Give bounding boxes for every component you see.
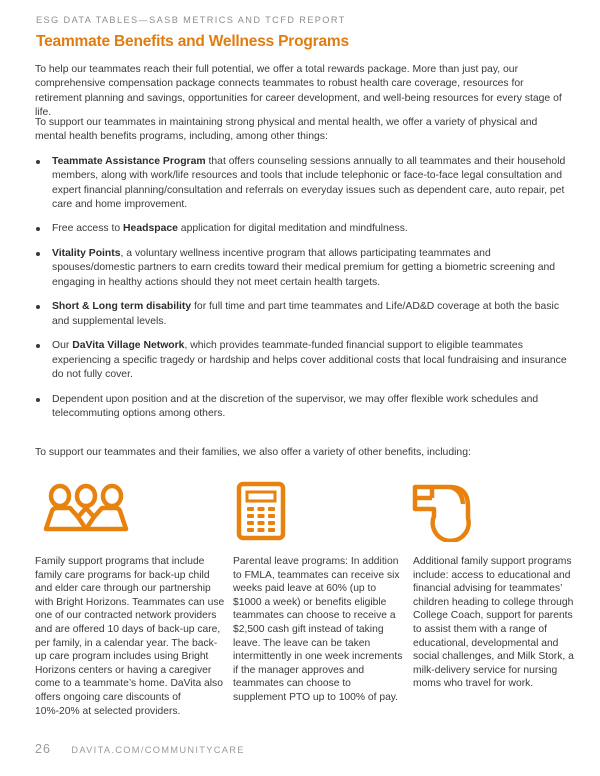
- bullet-icon: [36, 305, 40, 309]
- bullet-icon: [36, 344, 40, 348]
- intro-paragraph-2: To support our teammates in maintaining strong physical and mental health, we offer a variety of physical and mental health benefits programs, including, among other things:: [35, 117, 538, 143]
- family-support-text: Family support programs that include family care programs for back-up child and elder care through our partnership with Bright Horizons. Teammates can use one of our contracted network providers and are offered 10 days of back-up care, per family, in a calendar year. The back-up care program includes using Bright Horizons centers or having a caregiver come to a teammate’s home. DaVita also offers ongoing care discounts of 10%-20% at selected providers.: [35, 556, 225, 717]
- list-item: [35, 155, 570, 212]
- list-item: [35, 339, 570, 382]
- list-item-prefix: Dependent upon position and at the discretion of the supervisor, we may offer flexible work schedules and telecommuting options among others.: [52, 393, 539, 420]
- bullet-icon: [36, 252, 40, 256]
- list-item-bold: Short & Long term disability: [52, 301, 192, 313]
- list-item-bold: Vitality Points: [52, 247, 121, 259]
- list-item-prefix: Free access to: [52, 223, 124, 235]
- list-item: [35, 222, 570, 236]
- people-group-icon: [40, 483, 132, 533]
- list-item: [35, 300, 570, 329]
- list-item: [35, 393, 570, 422]
- list-item-bold: Teammate Assistance Program: [52, 156, 206, 167]
- list-item-text: for full time and part time teammates and Life/AD&D coverage at both the basic and supplemental levels.: [52, 301, 560, 327]
- list-item-bold: Headspace: [123, 223, 178, 235]
- additional-family-support-text: Additional family support programs include: access to educational and financial advising for teammates’ children heading to college through College Coach, support for parents to assist them with a range of educational, developmental and social challenges, and Milk Stork, a milk-delivery service for nursing moms who travel for work.: [413, 556, 574, 690]
- other-benefits-intro: To support our teammates and their families, we also offer a variety of other benefits, including:: [35, 447, 471, 458]
- list-item-text: application for digital meditation and mindfulness.: [177, 223, 408, 235]
- parental-leave-text: Parental leave programs: In addition to FMLA, teammates can receive six weeks paid leave at 60% (up to $1000 a week) or benefits eligible teammates can choose to receive a $2,500 cash gift instead of taking leave. The leave can be taken intermittently in one week increments if the manager approves and teammates can choose to supplement PTO up to 100% of pay.: [233, 556, 403, 703]
- page-footer: [35, 740, 245, 758]
- calculator-icon: [236, 481, 286, 541]
- page-number: 26: [35, 742, 51, 756]
- list-item-text: that offers counseling sessions annually to all teammates and their household members, along with work/life resources and tools that include telephonic or face-to-face legal consultation and expert financial planning/consultation and referrals on everyday issues such as dependent care, auto repair, pet care and home improvement.: [52, 156, 566, 210]
- intro-paragraph-1: To help our teammates reach their full potential, we offer a total rewards package. More than just pay, our comprehensive compensation package connects teammates to robust health care coverage, resources for retirement planning and savings, opportunities for career development, and well-being resources for every stage of life.: [35, 64, 562, 118]
- section-kicker: ESG DATA TABLES—SASB METRICS AND TCFD REPORT: [36, 15, 346, 25]
- bullet-icon: [36, 160, 40, 164]
- whistle-icon: [410, 482, 474, 542]
- bullet-icon: [36, 227, 40, 231]
- website-link[interactable]: DAVITA.COM/COMMUNITYCARE: [71, 745, 245, 755]
- list-item-text: , which provides teammate-funded financial support to eligible teammates experiencing a specific tragedy or hardship and helps cover additional costs that local fundraising and insurance do not fully cover.: [52, 340, 567, 381]
- list-item-bold: DaVita Village Network: [72, 340, 185, 352]
- list-item-prefix: Our: [52, 340, 73, 352]
- benefits-list: [35, 155, 570, 432]
- list-item-text: , a voluntary wellness incentive program that allows participating teammates and spouses/domestic partners to earn credits toward their medical premium for getting a biometric screening and engaging in healthy actions should they not meet certain health targets.: [52, 247, 556, 288]
- bullet-icon: [36, 398, 40, 402]
- page-title: Teammate Benefits and Wellness Programs: [36, 33, 349, 50]
- list-item: [35, 247, 570, 290]
